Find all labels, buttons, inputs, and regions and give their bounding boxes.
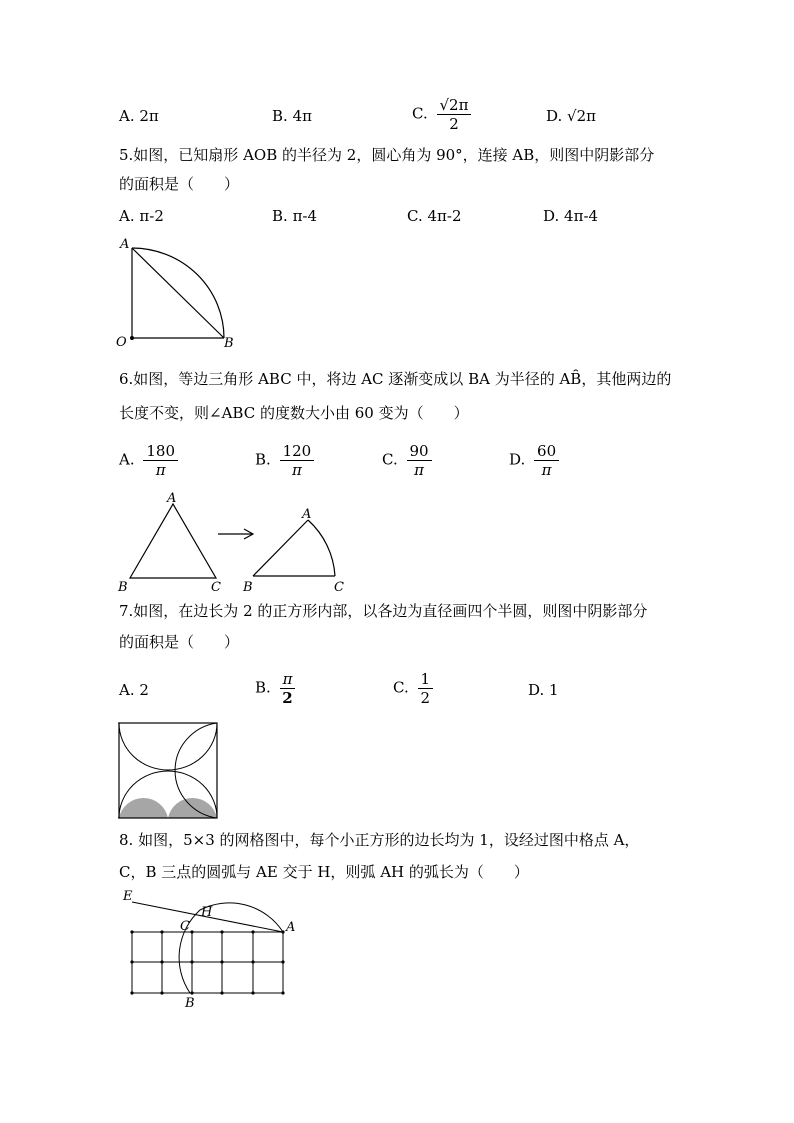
- arc-ac: [308, 520, 335, 576]
- fraction-denominator: π: [541, 461, 552, 479]
- label-h: H: [201, 905, 213, 920]
- q7-stem-line1: 7.如图，在边长为 2 的正方形内部，以各边为直径画四个半圆，则图中阴影部分: [119, 602, 648, 620]
- fraction-numerator: √2π: [437, 96, 472, 115]
- q6-stem-line1: 6.如图，等边三角形 ABC 中，将边 AC 逐渐变成以 BA 为半径的 AB̑，其他两边的: [119, 370, 672, 388]
- q6-option-c[interactable]: [382, 442, 432, 479]
- q8-stem-line1: 8. 如图，5×3 的网格图中，每个小正方形的边长均为 1，设经过图中格点 A，: [119, 831, 640, 849]
- option-label: D.: [543, 207, 560, 225]
- fraction: [534, 442, 559, 479]
- arc-acb: [179, 903, 283, 993]
- label-b: B: [243, 580, 253, 595]
- label-b: B: [185, 996, 195, 1010]
- option-text: 1: [549, 681, 559, 699]
- label-c: C: [334, 580, 344, 595]
- q4-option-b[interactable]: [272, 106, 312, 126]
- fraction-denominator: π: [155, 461, 166, 479]
- option-label: A.: [119, 681, 135, 699]
- fraction-denominator: 2: [420, 689, 431, 707]
- fraction: [407, 442, 432, 479]
- q4-option-c[interactable]: [412, 96, 471, 133]
- option-text: 4π-2: [427, 207, 462, 225]
- option-label: B.: [272, 207, 288, 225]
- option-label: D.: [546, 107, 563, 125]
- q7-option-c[interactable]: [393, 670, 433, 707]
- q5-stem-line1: 5.如图，已知扇形 AOB 的半径为 2，圆心角为 90°，连接 AB，则图中阴影部分: [119, 146, 655, 164]
- shaded-region-left: [119, 798, 168, 818]
- label-c: C: [180, 919, 190, 934]
- option-label: C.: [393, 678, 409, 697]
- fraction: [280, 670, 296, 707]
- option-label: B.: [272, 107, 288, 125]
- option-text: 2: [139, 681, 149, 699]
- option-label: A.: [119, 450, 135, 469]
- q7-option-d[interactable]: [528, 680, 559, 700]
- q6-option-d[interactable]: [509, 442, 559, 479]
- q6-triangle-figure: [112, 490, 362, 596]
- label-a: A: [286, 920, 296, 935]
- option-text: 2π: [139, 107, 159, 125]
- option-text: π-2: [139, 207, 164, 225]
- q5-option-d[interactable]: [543, 206, 598, 226]
- fraction: [143, 442, 178, 479]
- fraction-numerator: 120: [280, 442, 315, 461]
- q4-option-a[interactable]: [119, 106, 159, 126]
- option-label: C.: [382, 450, 398, 469]
- fraction-numerator: π: [280, 670, 296, 689]
- label-a: A: [120, 237, 130, 252]
- option-text: √2π: [567, 107, 597, 125]
- q5-sector-figure: [110, 236, 250, 352]
- fraction: [418, 670, 434, 707]
- q6-stem-line2: 长度不变，则∠ABC 的度数大小由 60 变为（ ）: [119, 404, 469, 422]
- option-label: C.: [407, 207, 423, 225]
- q4-option-d[interactable]: [546, 106, 596, 126]
- q7-square-figure: [118, 722, 220, 820]
- q6-option-a[interactable]: [119, 442, 178, 479]
- option-label: D.: [528, 681, 545, 699]
- chord-ab: [132, 248, 224, 338]
- label-o: O: [116, 335, 127, 350]
- option-label: C.: [412, 104, 428, 123]
- label-b: B: [224, 336, 234, 351]
- fraction-numerator: 1: [418, 670, 434, 689]
- side-ba: [253, 520, 308, 576]
- label-a: A: [302, 507, 312, 522]
- label-c: C: [211, 580, 221, 595]
- q5-option-c[interactable]: [407, 206, 462, 226]
- fraction-denominator: 2: [449, 115, 459, 133]
- option-text: 4π-4: [564, 207, 599, 225]
- fraction-denominator: π: [414, 461, 424, 479]
- label-b: B: [118, 580, 128, 595]
- label-e: E: [123, 889, 133, 904]
- option-label: A.: [119, 107, 135, 125]
- fraction-numerator: 90: [407, 442, 432, 461]
- label-a: A: [167, 491, 177, 506]
- option-text: π-4: [292, 207, 318, 225]
- fraction-denominator: 2: [282, 689, 293, 707]
- grid-lines: [132, 932, 283, 993]
- option-label: B.: [255, 450, 271, 469]
- option-label: B.: [255, 678, 271, 697]
- fraction-numerator: 180: [143, 442, 178, 461]
- q5-option-a[interactable]: [119, 206, 164, 226]
- fraction-numerator: 60: [534, 442, 559, 461]
- semicircle-top: [119, 723, 217, 770]
- q7-stem-line2: 的面积是（ ）: [119, 633, 240, 651]
- q5-stem-line2: 的面积是（ ）: [119, 175, 240, 193]
- fraction-denominator: π: [291, 461, 302, 479]
- q7-option-a[interactable]: [119, 680, 149, 700]
- option-text: 4π: [292, 107, 312, 125]
- option-label: A.: [119, 207, 135, 225]
- option-label: D.: [509, 450, 526, 469]
- q6-option-b[interactable]: [255, 442, 314, 479]
- q8-grid-figure: [118, 886, 308, 1010]
- q5-option-b[interactable]: [272, 206, 317, 226]
- equilateral-triangle: [130, 504, 216, 578]
- shaded-region-right: [168, 798, 217, 818]
- q7-option-b[interactable]: [255, 670, 295, 707]
- center-point: [130, 336, 134, 340]
- q8-stem-line2: C，B 三点的圆弧与 AE 交于 H，则弧 AH 的弧长为（ ）: [119, 863, 529, 881]
- fraction: [280, 442, 315, 479]
- fraction: [437, 96, 472, 133]
